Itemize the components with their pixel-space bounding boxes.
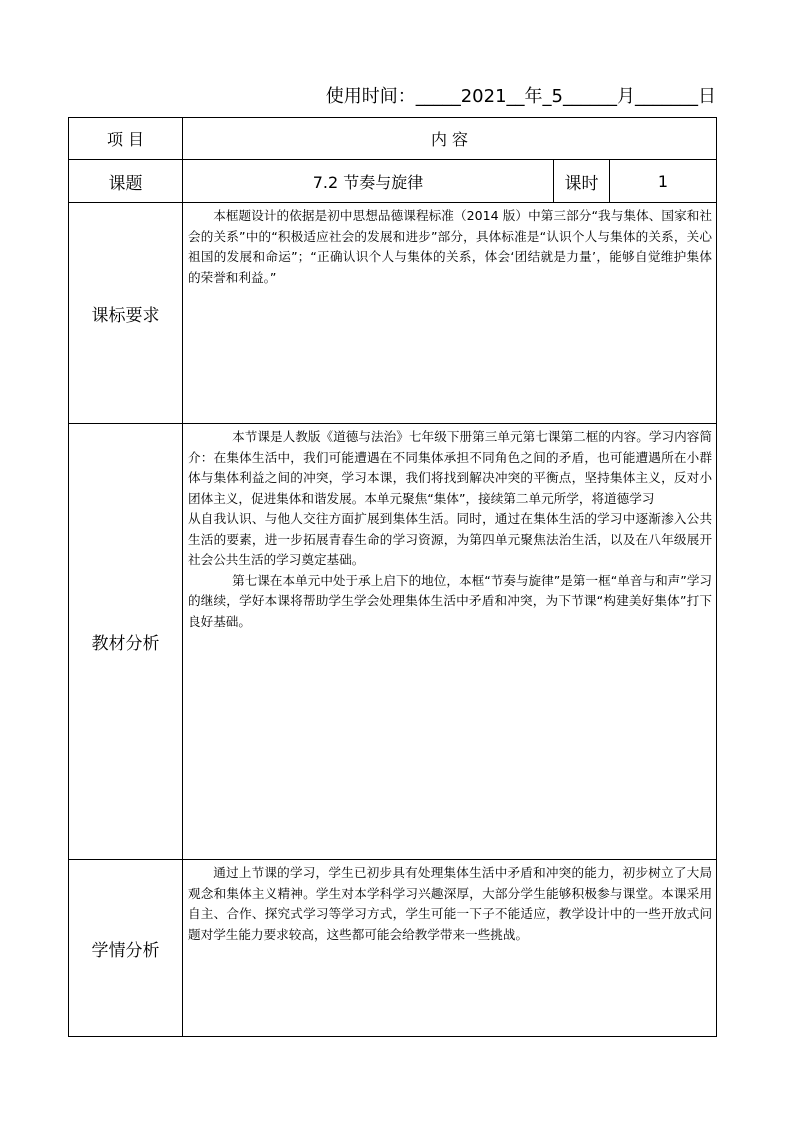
header-item-cell: 项 目 (69, 118, 183, 160)
topic-row (69, 160, 717, 203)
textbook-label: 教材分析 (69, 424, 183, 860)
textbook-content (183, 424, 717, 860)
students-row (69, 860, 717, 1037)
textbook-paragraph: 第七课在本单元中处于承上启下的地位，本框“节奏与旋律”是第一框“单音与和声”学习的继续，学好本课将帮助学生学会处理集体生活中矛盾和冲突，为下节课“构建美好集体”打下良好基础。 (188, 572, 713, 629)
usage-time-line: 使用时间：_____2021__年_5______月_______日 (325, 86, 716, 107)
topic-value: 7.2 节奏与旋律 (183, 160, 554, 203)
students-label: 学情分析 (69, 860, 183, 1037)
curriculum-row (69, 203, 717, 424)
lesson-plan-table (68, 117, 717, 1037)
textbook-paragraph: 从自我认识、与他人交往方面扩展到集体生活。同时，通过在集体生活的学习中逐渐渗入公共生活的要素，进一步拓展青春生命的学习资源，为第四单元聚焦法治生活，以及在八年级展开社会公共生活的学习奠定基础。 (188, 511, 713, 567)
students-paragraph: 通过上节课的学习，学生已初步具有处理集体生活中矛盾和冲突的能力，初步树立了大局观念和集体主义精神。学生对本学科学习兴趣深厚，大部分学生能够积极参与课堂。本课采用自主、合作、探究式学习等学习方式，学生可能一下子不能适应，教学设计中的一些开放式问题对学生能力要求较高，这些都可能会给教学带来一些挑战。 (188, 865, 713, 942)
curriculum-paragraph: 本框题设计的依据是初中思想品德课程标准（2014 版）中第三部分“我与集体、国家和社会的关系”中的“积极适应社会的发展和进步”部分，具体标准是“认识个人与集体的关系，关心祖国的发展和命运”；“正确认识个人与集体的关系，体会‘团结就是力量’，能够自觉维护集体的荣誉和利益。” (188, 208, 713, 285)
curriculum-label: 课标要求 (69, 203, 183, 424)
table-header-row (69, 118, 717, 160)
topic-label: 课题 (69, 160, 183, 203)
textbook-paragraph: 本节课是人教版《道德与法治》七年级下册第三单元第七课第二框的内容。学习内容简介：在集体生活中，我们可能遭遇在不同集体承担不同角色之间的矛盾，也可能遭遇所在小群体与集体利益之间的冲突，学习本课，我们将找到解决冲突的平衡点，坚持集体主义，反对小团体主义，促进集体和谐发展。本单元聚焦“集体”，接续第二单元所学，将道德学习 (188, 429, 713, 506)
period-label: 课时 (554, 160, 610, 203)
students-content (183, 860, 717, 1037)
curriculum-content (183, 203, 717, 424)
period-value: 1 (610, 160, 717, 203)
header-content-cell: 内 容 (183, 118, 717, 160)
textbook-row (69, 424, 717, 860)
